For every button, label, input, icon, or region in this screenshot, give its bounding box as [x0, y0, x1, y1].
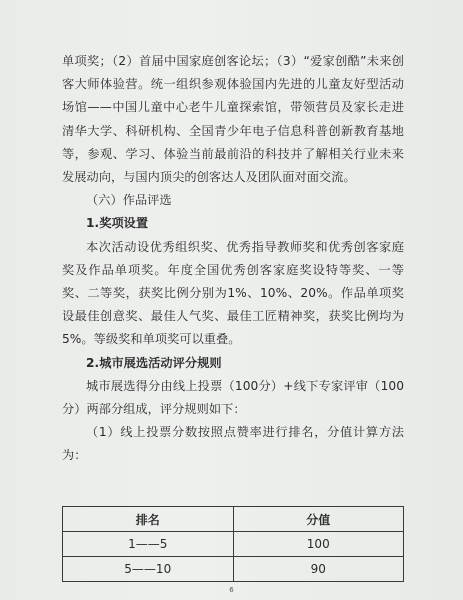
score-table [62, 506, 404, 582]
table-row [63, 532, 404, 557]
table-row [63, 557, 404, 582]
table-header-score: 分值 [233, 507, 404, 532]
table-cell-rank: 5——10 [63, 557, 234, 582]
table-header-rank: 排名 [63, 507, 234, 532]
paragraph-scoring: 城市展选得分由线上投票（100分）+线下专家评审（100分）两部分组成，评分规则如下： [62, 378, 404, 417]
section-heading: （六）作品评选 [86, 193, 172, 208]
table-cell-score: 90 [233, 557, 404, 582]
subsection-heading-awards: 1.奖项设置 [86, 216, 149, 231]
paragraph-vote-method: （1）线上投票分数按照点赞率进行排名，分值计算方法为： [62, 425, 404, 463]
score-table-wrapper [62, 506, 404, 582]
subsection-heading-scoring: 2.城市展选活动评分规则 [86, 355, 222, 370]
paragraph-awards: 本次活动设优秀组织奖、优秀指导教师奖和优秀创客家庭奖及作品单项奖。年度全国优秀创客家庭奖设特等奖、一等奖、二等奖，获奖比例分别为1%、10%、20%。作品单项奖设最佳创意奖、最佳人气奖、最佳工匠精神奖，获奖比例均为5%。等级奖和单项奖可以重叠。 [62, 239, 404, 347]
table-cell-rank: 1——5 [63, 532, 234, 557]
table-header-row [63, 507, 404, 532]
paragraph-1: 单项奖；（2）首届中国家庭创客论坛；（3）“爱家创酷”未来创客大师体验营。统一组织参观体验国内先进的儿童友好型活动场馆——中国儿童中心老牛儿童探索馆，带领营员及家长走进清华大学、科研机构、全国青少年电子信息科普创新教育基地等，参观、学习、体验当前最前沿的科技并了解相关行业未来发展动向，与国内顶尖的创客达人及团队面对面交流。 [62, 54, 404, 185]
page-number: 6 [229, 586, 234, 594]
table-cell-score: 100 [233, 532, 404, 557]
document-body [62, 50, 404, 468]
